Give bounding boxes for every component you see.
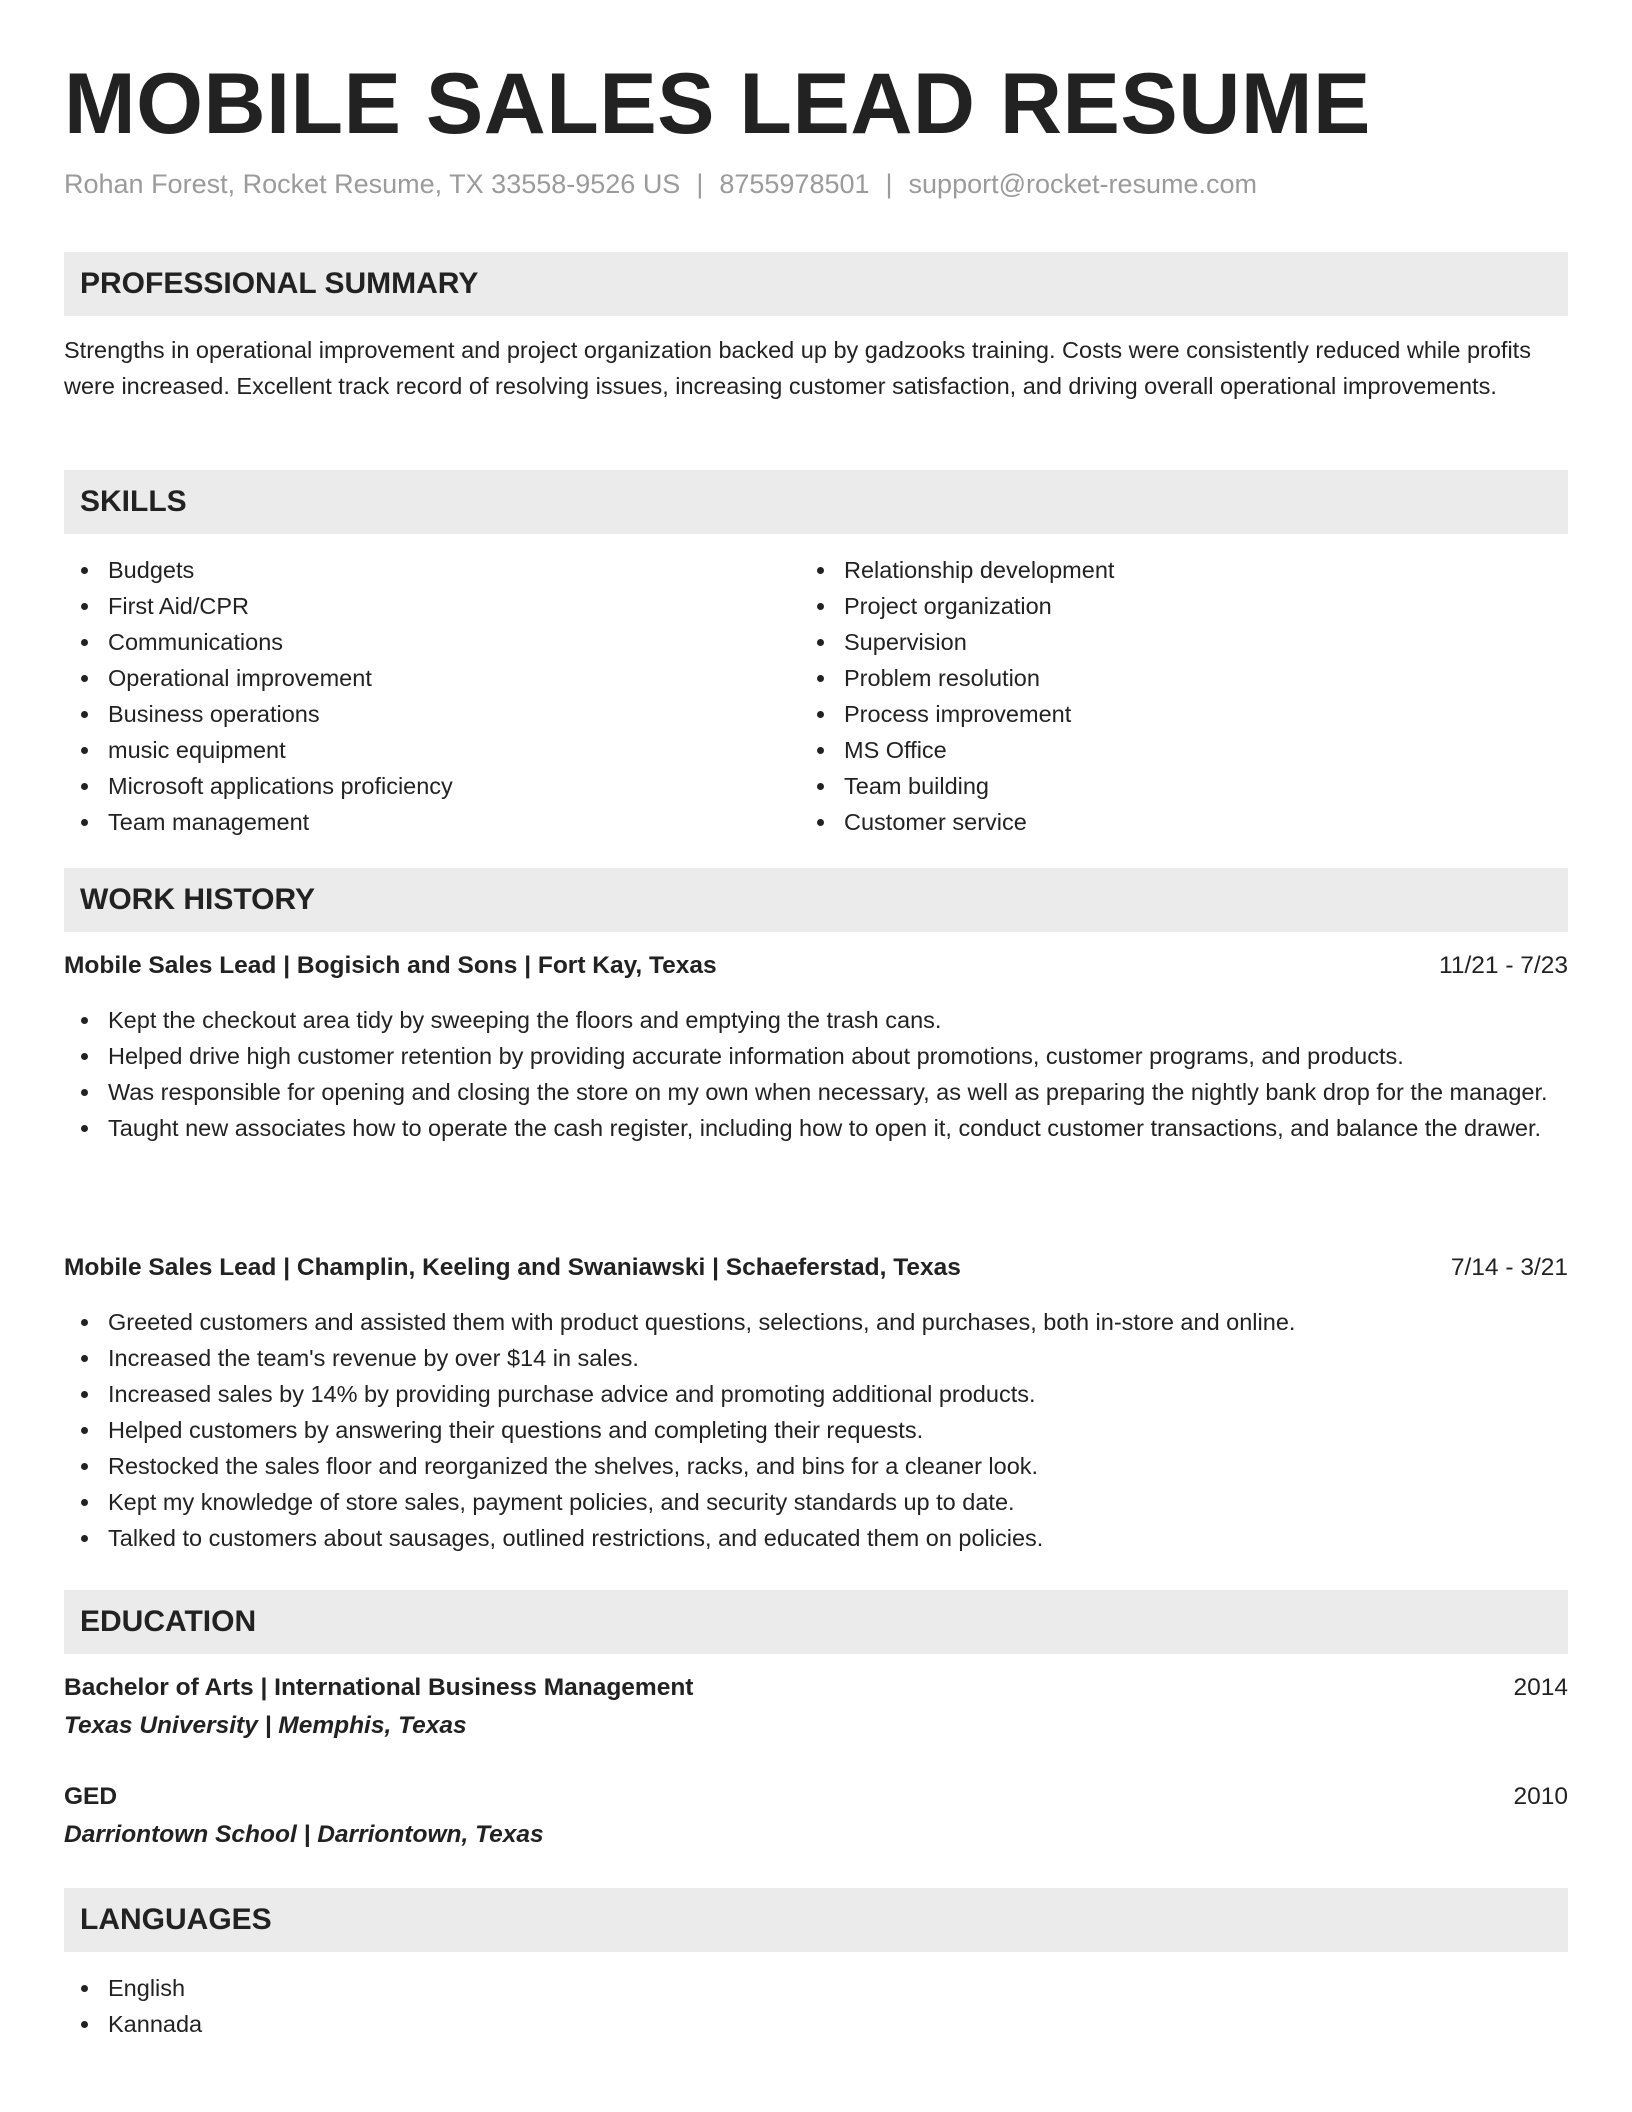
job-bullets [64, 1304, 1568, 1556]
section-header-summary [64, 252, 1568, 316]
job-bullet: Helped drive high customer retention by providing accurate information about promotions, customer programs, and products. [64, 1038, 1568, 1074]
language-item: English [64, 1970, 764, 2006]
contact-separator: | [696, 169, 704, 199]
job-bullet: Increased sales by 14% by providing purchase advice and promoting additional products. [64, 1376, 1568, 1412]
education-header [64, 1670, 1568, 1706]
education-header [64, 1779, 1568, 1815]
job-bullet: Helped customers by answering their questions and completing their requests. [64, 1412, 1568, 1448]
job-bullet: Increased the team's revenue by over $14 in sales. [64, 1340, 1568, 1376]
skill-item: Project organization [800, 588, 1500, 624]
skill-item: Team building [800, 768, 1500, 804]
section-heading: WORK HISTORY [80, 883, 316, 916]
languages-list [64, 1970, 764, 2042]
job-dates: 11/21 - 7/23 [1439, 952, 1568, 979]
skills-list-right [800, 552, 1500, 840]
job-bullets [64, 1002, 1568, 1146]
job-bullet: Kept my knowledge of store sales, payment policies, and security standards up to date. [64, 1484, 1568, 1520]
section-heading: EDUCATION [80, 1605, 257, 1638]
education-degree: GED [64, 1783, 118, 1810]
skill-item: music equipment [64, 732, 764, 768]
summary-text: Strengths in operational improvement and project organization backed up by gadzooks training. Costs were consistently reduced while profits were increased. Excellent track record of resolving issues, increasing customer satisfaction, and driving overall operational improvements. [64, 337, 1531, 399]
skill-item: Customer service [800, 804, 1500, 840]
job-dates: 7/14 - 3/21 [1450, 1254, 1568, 1281]
skill-item: Team management [64, 804, 764, 840]
skill-item: Relationship development [800, 552, 1500, 588]
section-heading: PROFESSIONAL SUMMARY [80, 267, 479, 300]
job-bullet: Restocked the sales floor and reorganized the shelves, racks, and bins for a cleaner look. [64, 1448, 1568, 1484]
education-year: 2010 [1513, 1783, 1568, 1810]
section-header-work [64, 868, 1568, 932]
skill-item: First Aid/CPR [64, 588, 764, 624]
contact-line [64, 166, 1257, 202]
job-header [64, 948, 1568, 984]
job-bullet: Greeted customers and assisted them with product questions, selections, and purchases, both in-store and online. [64, 1304, 1568, 1340]
job-bullet: Talked to customers about sausages, outlined restrictions, and educated them on policies. [64, 1520, 1568, 1556]
contact-email: support@rocket-resume.com [908, 169, 1258, 199]
section-heading: SKILLS [80, 485, 187, 518]
skill-item: Budgets [64, 552, 764, 588]
language-item: Kannada [64, 2006, 764, 2042]
section-header-skills [64, 470, 1568, 534]
section-heading: LANGUAGES [80, 1903, 272, 1936]
resume-title: MOBILE SALES LEAD RESUME [64, 56, 1371, 152]
skill-item: MS Office [800, 732, 1500, 768]
job-bullet: Was responsible for opening and closing the store on my own when necessary, as well as preparing the nightly bank drop for the manager. [64, 1074, 1568, 1110]
job-title: Mobile Sales Lead | Bogisich and Sons | Fort Kay, Texas [64, 952, 717, 979]
skill-item: Problem resolution [800, 660, 1500, 696]
job-title: Mobile Sales Lead | Champlin, Keeling and Swaniawski | Schaeferstad, Texas [64, 1254, 961, 1281]
skill-item: Process improvement [800, 696, 1500, 732]
job-header [64, 1250, 1568, 1286]
skills-list-left [64, 552, 764, 840]
education-school: Darriontown School | Darriontown, Texas [64, 1821, 544, 1848]
education-year: 2014 [1513, 1674, 1568, 1701]
skill-item: Microsoft applications proficiency [64, 768, 764, 804]
contact-separator: | [885, 169, 893, 199]
section-header-education [64, 1590, 1568, 1654]
skill-item: Business operations [64, 696, 764, 732]
skill-item: Communications [64, 624, 764, 660]
job-bullet: Kept the checkout area tidy by sweeping the floors and emptying the trash cans. [64, 1002, 1568, 1038]
contact-phone: 8755978501 [719, 169, 870, 199]
education-degree: Bachelor of Arts | International Business Management [64, 1674, 694, 1701]
skill-item: Supervision [800, 624, 1500, 660]
education-school: Texas University | Memphis, Texas [64, 1712, 467, 1739]
contact-address: Rohan Forest, Rocket Resume, TX 33558-9526 US [64, 169, 681, 199]
skill-item: Operational improvement [64, 660, 764, 696]
job-bullet: Taught new associates how to operate the cash register, including how to open it, conduct customer transactions, and balance the drawer. [64, 1110, 1568, 1146]
section-header-languages [64, 1888, 1568, 1952]
